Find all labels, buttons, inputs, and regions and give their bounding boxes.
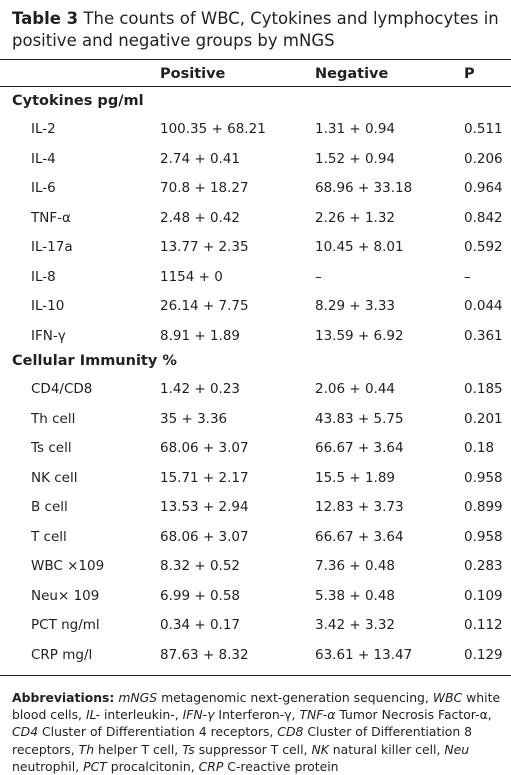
abbreviation-definition: Cluster of Differentiation 4 receptors, — [42, 724, 274, 740]
table-row — [0, 269, 511, 291]
p-value: 0.206 — [464, 150, 503, 167]
negative-value: 7.36 + 0.48 — [315, 558, 396, 574]
abbreviation: TNF-α — [299, 707, 336, 723]
table-row — [0, 499, 511, 521]
abbreviation-definition: helper T cell, — [98, 741, 179, 757]
positive-value: 13.53 + 2.94 — [160, 499, 249, 515]
p-value: 0.283 — [464, 558, 503, 574]
row-label: Th cell — [31, 410, 76, 427]
table-row — [0, 411, 511, 433]
abbreviation-definition: suppressor T cell, — [198, 741, 308, 757]
p-value: 0.842 — [464, 209, 503, 226]
table-row — [0, 529, 511, 551]
abbreviation: IL- — [85, 707, 101, 723]
abbreviation-definition: white blood cells, — [12, 690, 501, 723]
negative-value: 3.42 + 3.32 — [315, 617, 396, 633]
table-row — [0, 558, 511, 580]
abbreviation-definition: interleukin-, — [103, 707, 179, 723]
table-row — [0, 617, 511, 639]
positive-value: 68.06 + 3.07 — [160, 440, 249, 456]
row-label: CRP mg/l — [31, 646, 93, 663]
positive-value: 100.35 + 68.21 — [160, 121, 266, 137]
table-row — [0, 381, 511, 403]
table-caption — [12, 8, 502, 52]
p-value: – — [464, 268, 471, 285]
p-value: 0.361 — [464, 327, 503, 344]
abbreviation: Neu — [444, 741, 470, 757]
row-label: WBC ×109 — [31, 558, 105, 574]
table-row — [0, 328, 511, 350]
abbreviation: PCT — [83, 758, 107, 774]
negative-value: 2.26 + 1.32 — [315, 209, 396, 226]
abbreviation-definition: Cluster of Differentiation 8 receptors, — [12, 724, 473, 757]
table-row — [0, 121, 511, 143]
row-label: T cell — [31, 528, 67, 545]
negative-value: 43.83 + 5.75 — [315, 410, 404, 427]
positive-value: 0.34 + 0.17 — [160, 617, 241, 633]
negative-value: 8.29 + 3.33 — [315, 298, 396, 314]
negative-value: 5.38 + 0.48 — [315, 587, 396, 604]
p-value: 0.964 — [464, 180, 503, 196]
row-label: IL-10 — [31, 298, 65, 314]
p-value: 0.958 — [464, 469, 503, 486]
abbreviation: Ts — [182, 741, 195, 757]
row-label: IL-17a — [31, 239, 73, 255]
abbreviation-definition: neutrophil, — [12, 758, 80, 774]
abbreviation: mNGS — [118, 690, 158, 705]
abbreviation: WBC — [432, 690, 463, 705]
positive-value: 8.91 + 1.89 — [160, 327, 241, 344]
p-value: 0.185 — [464, 381, 503, 397]
positive-value: 1.42 + 0.23 — [160, 381, 241, 397]
table-row — [0, 151, 511, 173]
negative-value: 63.61 + 13.47 — [315, 646, 413, 663]
footnote-label: Abbreviations: — [12, 690, 115, 705]
table-title: The counts of WBC, Cytokines and lymphocytes in positive and negative groups by mNGS — [12, 9, 499, 50]
row-label: IL-2 — [31, 121, 56, 137]
table-row — [0, 180, 511, 202]
p-value: 0.112 — [464, 617, 503, 633]
abbreviation-definition: metagenomic next-generation sequencing, — [161, 690, 429, 705]
positive-value: 8.32 + 0.52 — [160, 558, 241, 574]
header-p: P — [464, 66, 475, 82]
row-label: TNF-α — [31, 209, 71, 226]
negative-value: 15.5 + 1.89 — [315, 469, 396, 486]
positive-value: 2.74 + 0.41 — [160, 150, 241, 167]
negative-value: 13.59 + 6.92 — [315, 327, 404, 344]
p-value: 0.129 — [464, 646, 503, 663]
positive-value: 6.99 + 0.58 — [160, 587, 241, 604]
abbreviation-definition: Tumor Necrosis Factor-α, — [339, 707, 492, 723]
negative-value: 66.67 + 3.64 — [315, 440, 404, 456]
positive-value: 70.8 + 18.27 — [160, 180, 249, 196]
abbreviation: Th — [78, 741, 95, 757]
table-row — [0, 470, 511, 492]
table-row — [0, 647, 511, 669]
section-title: Cytokines pg/ml — [12, 93, 144, 109]
row-label: Ts cell — [31, 440, 72, 456]
positive-value: 2.48 + 0.42 — [160, 209, 241, 226]
positive-value: 35 + 3.36 — [160, 410, 228, 427]
positive-value: 26.14 + 7.75 — [160, 298, 249, 314]
negative-value: 66.67 + 3.64 — [315, 528, 404, 545]
table-row — [0, 588, 511, 610]
row-label: IFN-γ — [31, 327, 66, 344]
negative-value: 1.52 + 0.94 — [315, 150, 396, 167]
table-row — [0, 298, 511, 320]
row-label: NK cell — [31, 469, 78, 486]
table-label: Table 3 — [12, 9, 79, 28]
bottom-rule — [0, 675, 511, 676]
negative-value: – — [315, 268, 322, 285]
table-row — [0, 210, 511, 232]
row-label: Neu× 109 — [31, 587, 100, 604]
positive-value: 1154 + 0 — [160, 268, 223, 285]
p-value: 0.18 — [464, 440, 495, 456]
positive-value: 15.71 + 2.17 — [160, 469, 249, 486]
row-label: IL-6 — [31, 180, 56, 196]
abbreviation-definition: C-reactive protein — [227, 758, 339, 774]
positive-value: 87.63 + 8.32 — [160, 646, 249, 663]
footnote — [12, 689, 504, 775]
table-row — [0, 239, 511, 261]
row-label: CD4/CD8 — [31, 381, 93, 397]
section-title: Cellular Immunity % — [12, 353, 177, 369]
abbreviation: IFN-γ — [182, 707, 215, 723]
p-value: 0.899 — [464, 499, 503, 515]
p-value: 0.044 — [464, 298, 503, 314]
p-value: 0.109 — [464, 587, 503, 604]
positive-value: 68.06 + 3.07 — [160, 528, 249, 545]
positive-value: 13.77 + 2.35 — [160, 239, 249, 255]
p-value: 0.958 — [464, 528, 503, 545]
abbreviation-definition: procalcitonin, — [110, 758, 195, 774]
row-label: IL-8 — [31, 268, 56, 285]
p-value: 0.592 — [464, 239, 503, 255]
table-row — [0, 440, 511, 462]
negative-value: 1.31 + 0.94 — [315, 121, 396, 137]
row-label: IL-4 — [31, 150, 56, 167]
abbreviation: CRP — [198, 758, 224, 774]
top-rule — [0, 59, 511, 60]
negative-value: 68.96 + 33.18 — [315, 180, 413, 196]
header-positive: Positive — [160, 66, 226, 82]
row-label: PCT ng/ml — [31, 617, 100, 633]
header-rule — [0, 86, 511, 87]
p-value: 0.511 — [464, 121, 503, 137]
p-value: 0.201 — [464, 410, 503, 427]
abbreviation-definition: natural killer cell, — [332, 741, 441, 757]
abbreviation-definition: Interferon-γ, — [218, 707, 296, 723]
header-negative: Negative — [315, 66, 389, 82]
negative-value: 10.45 + 8.01 — [315, 239, 404, 255]
row-label: B cell — [31, 499, 68, 515]
abbreviation: CD8 — [277, 724, 304, 740]
negative-value: 12.83 + 3.73 — [315, 499, 404, 515]
abbreviation: NK — [311, 741, 329, 757]
negative-value: 2.06 + 0.44 — [315, 381, 396, 397]
abbreviation: CD4 — [12, 724, 39, 740]
